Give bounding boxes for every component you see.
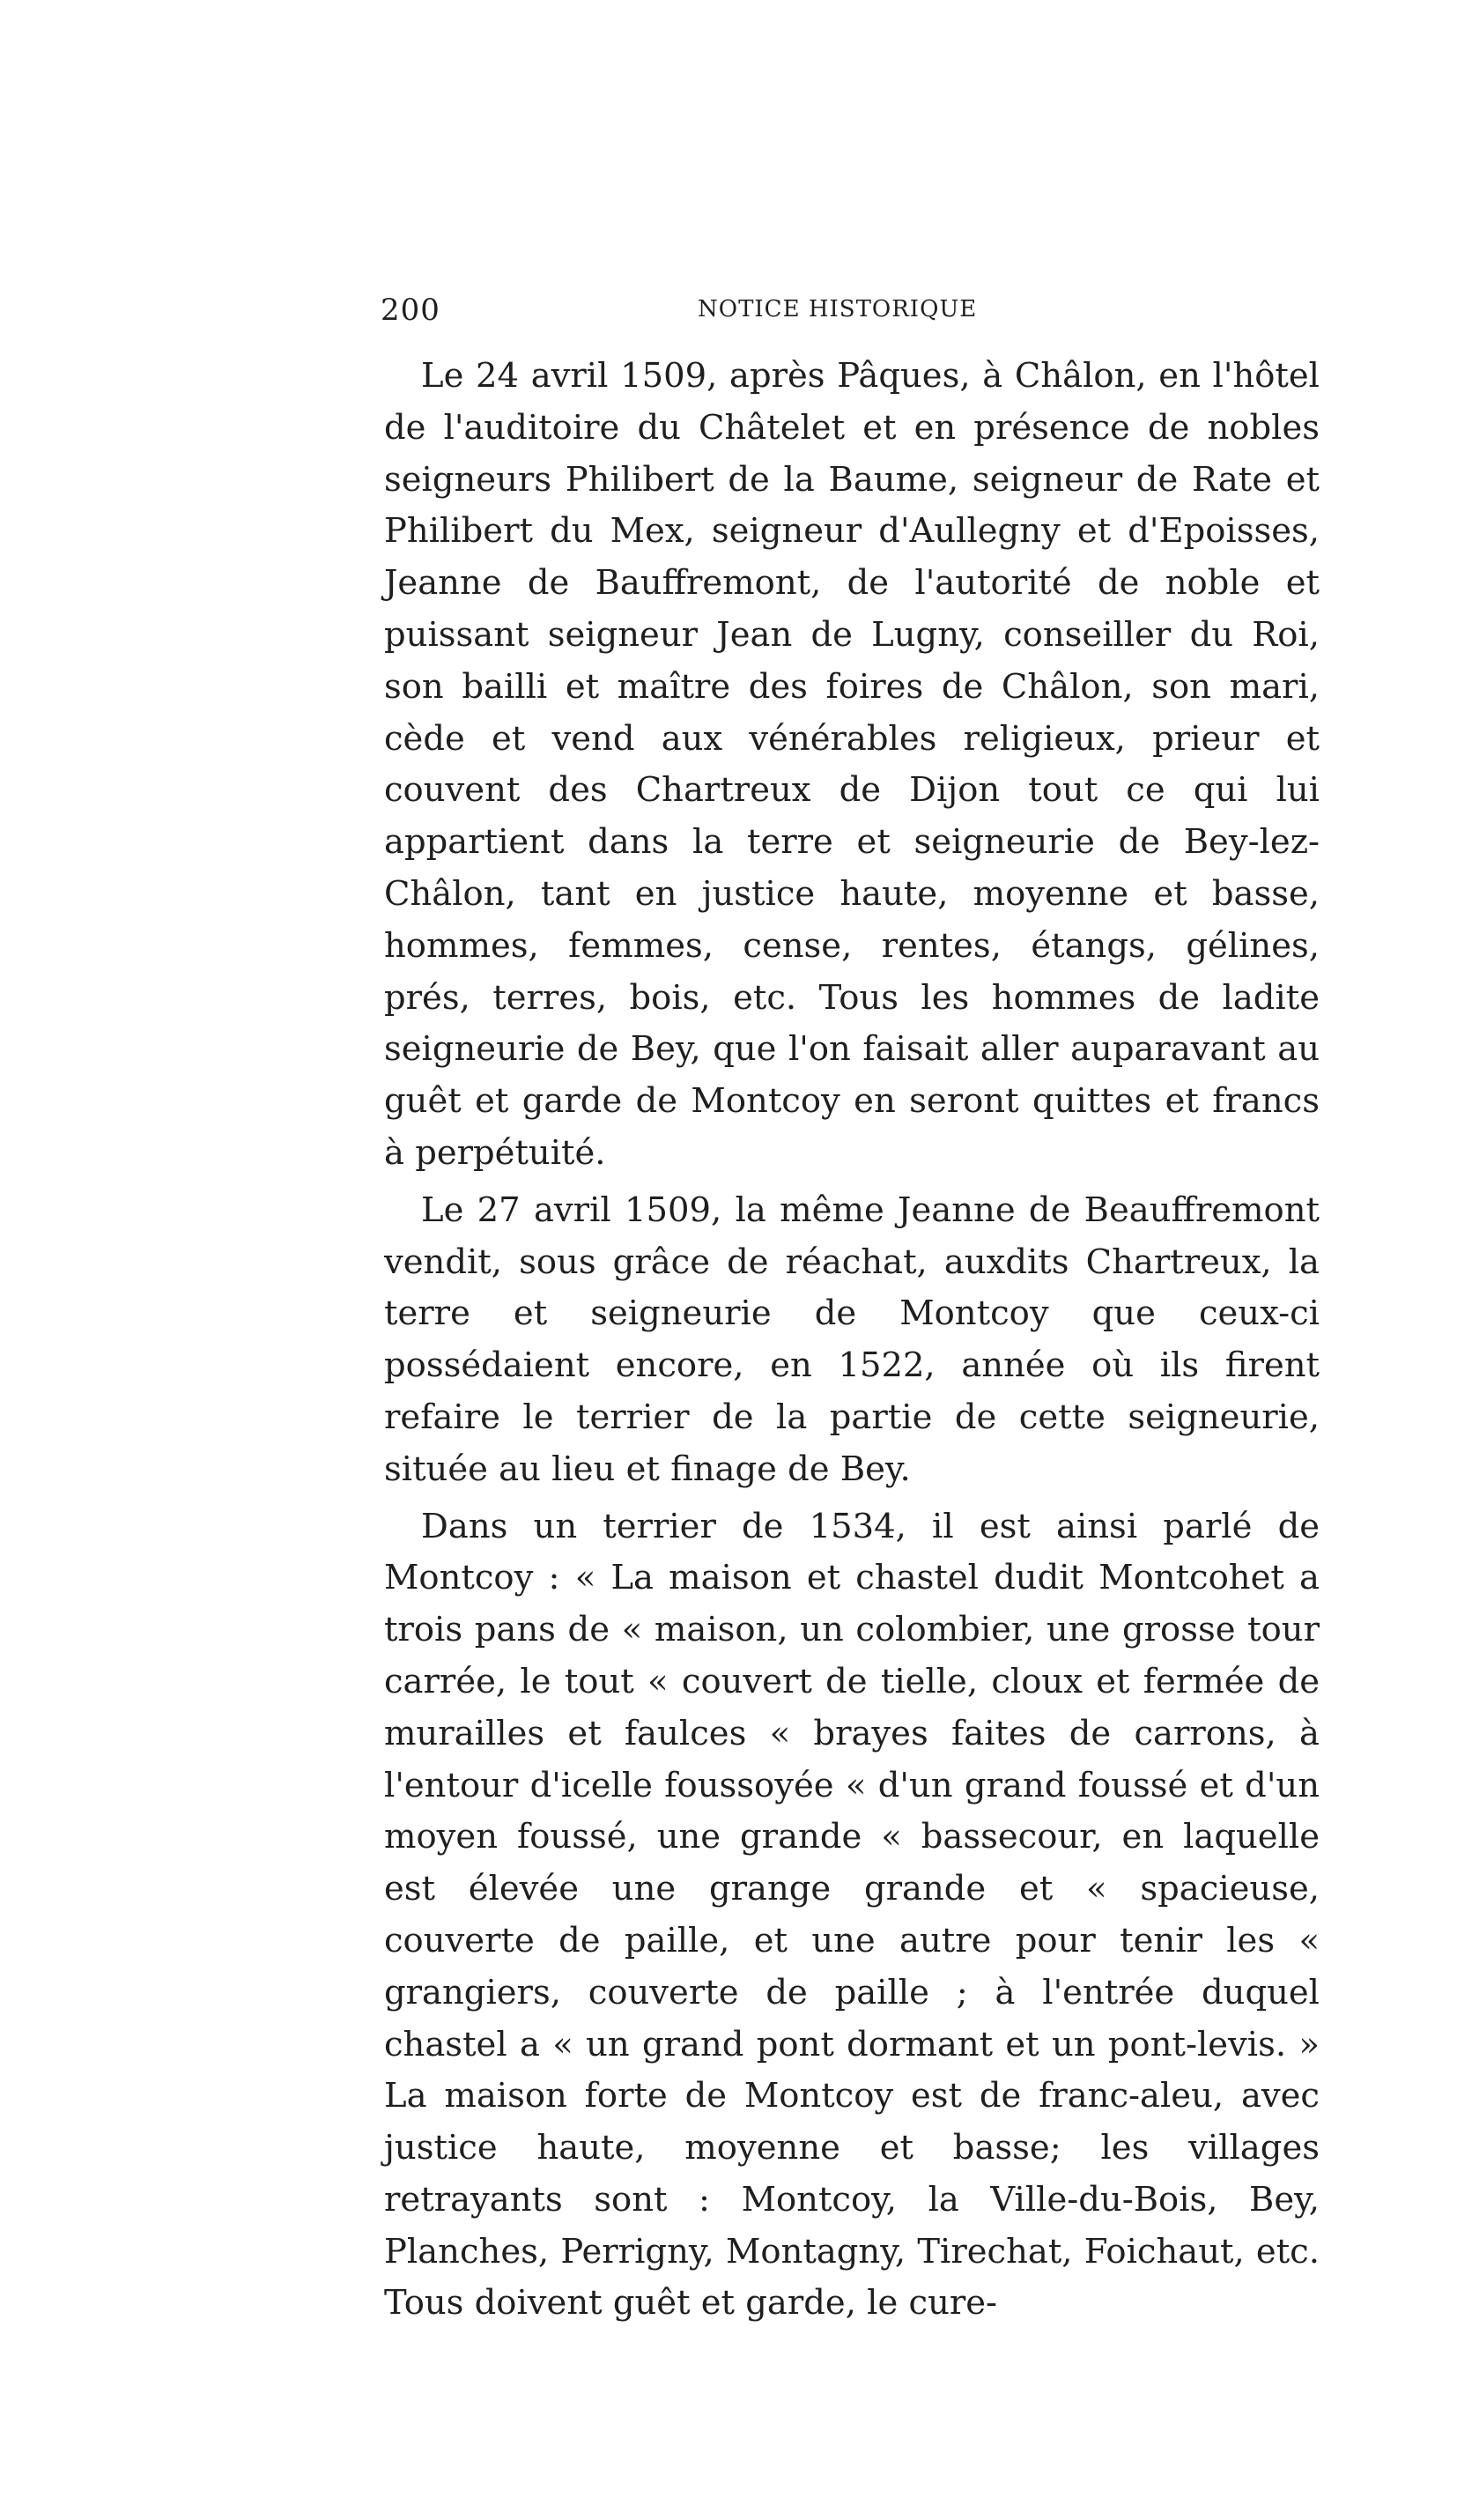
paragraph: Le 24 avril 1509, après Pâques, à Châlon, en l'hôtel de l'auditoire du Châtelet et en présence de nobles seigneurs Philibert de la Baume, seigneur de Rate et Philibert du Mex, seigneur d'Aullegny et d'Epoisses, Jeanne de Bauffremont, de l'autorité de noble et puissant seigneur Jean de Lugny, conseiller du Roi, son bailli et maître des foires de Châlon, son mari, cède et vend aux vénérables religieux, prieur et couvent des Chartreux de Dijon tout ce qui lui appartient dans la terre et seigneurie de Bey-lez-Châlon, tant en justice haute, moyenne et basse, hommes, femmes, cense, rentes, étangs, gélines, prés, terres, bois, etc. Tous les hommes de ladite seigneurie de Bey, que l'on faisait aller auparavant au guêt et garde de Montcoy en seront quittes et francs à perpétuité. [384,356,1320,1173]
paragraph: Dans un terrier de 1534, il est ainsi parlé de Montcoy : « La maison et chastel dudit Montcohet a trois pans de « maison, un colombier, une grosse tour carrée, le tout « couvert de tielle, cloux et fermée de murailles et faulces « brayes faites de carrons, à l'entour d'icelle foussoyée « d'un grand foussé et d'un moyen foussé, une grande « bassecour, en laquelle est élevée une grange grande et « spacieuse, couverte de paille, et une autre pour tenir les « grangiers, couverte de paille ; à l'entrée duquel chastel a « un grand pont dormant et un pont-levis. » La maison forte de Montcoy est de franc-aleu, avec justice haute, moyenne et basse; les villages retrayants sont : Montcoy, la Ville-du-Bois, Bey, Planches, Perrigny, Montagny, Tirechat, Foichaut, etc. Tous doivent guêt et garde, le cure- [384,1506,1320,2324]
paragraph: Le 27 avril 1509, la même Jeanne de Beauffremont vendit, sous grâce de réachat, auxdits Chartreux, la terre et seigneurie de Montcoy que ceux-ci possédaient encore, en 1522, année où ils firent refaire le terrier de la partie de cette seigneurie, située au lieu et finage de Bey. [384,1190,1320,1489]
page-number: 200 [381,293,440,328]
page-header [381,293,1314,337]
running-title: NOTICE HISTORIQUE [698,296,978,322]
body-text [384,351,1320,2330]
